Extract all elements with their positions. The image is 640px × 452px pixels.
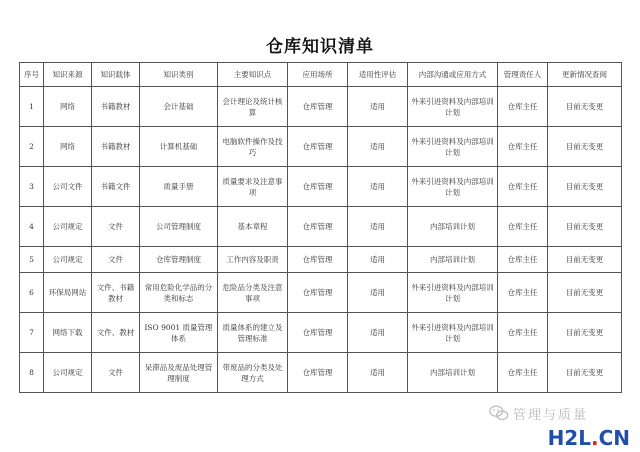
cell-method: 外来引进资料及内部培训计划 (408, 273, 498, 313)
cell-no: 5 (20, 247, 44, 273)
cell-source: 公司规定 (44, 207, 92, 247)
cell-update: 目前无变更 (548, 167, 622, 207)
cell-no: 8 (20, 353, 44, 393)
cell-fit: 适用 (348, 273, 408, 313)
cell-update: 目前无变更 (548, 273, 622, 313)
cell-update: 目前无变更 (548, 87, 622, 127)
cell-owner: 仓库主任 (498, 247, 548, 273)
cell-update: 目前无变更 (548, 127, 622, 167)
cell-category: 质量手册 (140, 167, 218, 207)
cell-no: 7 (20, 313, 44, 353)
cell-fit: 适用 (348, 167, 408, 207)
site-logo-dot: . (590, 426, 599, 450)
cell-owner: 仓库主任 (498, 313, 548, 353)
cell-owner: 仓库主任 (498, 87, 548, 127)
cell-points: 质量体系的建立及管理标准 (218, 313, 288, 353)
cell-points: 带废品的分类及处理方式 (218, 353, 288, 393)
cell-no: 6 (20, 273, 44, 313)
cell-no: 2 (20, 127, 44, 167)
cell-owner: 仓库主任 (498, 353, 548, 393)
cell-carrier: 文件 (92, 353, 140, 393)
cell-method: 外来引进资料及内部培训计划 (408, 167, 498, 207)
cell-fit: 适用 (348, 87, 408, 127)
cell-no: 1 (20, 87, 44, 127)
cell-place: 仓库管理 (288, 127, 348, 167)
cell-source: 公司文件 (44, 167, 92, 207)
table-row (20, 247, 622, 273)
cell-place: 仓库管理 (288, 273, 348, 313)
cell-carrier: 文件 (92, 207, 140, 247)
col-header-source: 知识来源 (44, 63, 92, 87)
table-row (20, 207, 622, 247)
cell-place: 仓库管理 (288, 247, 348, 273)
col-header-category: 知识类别 (140, 63, 218, 87)
table-row (20, 87, 622, 127)
table-header-row (20, 63, 622, 87)
cell-carrier: 文件、教材 (92, 313, 140, 353)
knowledge-table (19, 62, 622, 393)
cell-carrier: 书籍教材 (92, 87, 140, 127)
cell-source: 网络下载 (44, 313, 92, 353)
col-header-carrier: 知识载体 (92, 63, 140, 87)
cell-no: 4 (20, 207, 44, 247)
col-header-points: 主要知识点 (218, 63, 288, 87)
cell-category: ISO 9001 质量管理体系 (140, 313, 218, 353)
col-header-owner: 管理责任人 (498, 63, 548, 87)
table-row (20, 313, 622, 353)
cell-source: 环保局网站 (44, 273, 92, 313)
cell-method: 外来引进资料及内部培训计划 (408, 313, 498, 353)
cell-category: 计算机基础 (140, 127, 218, 167)
cell-fit: 适用 (348, 127, 408, 167)
cell-method: 外来引进资料及内部培训计划 (408, 87, 498, 127)
table-row (20, 127, 622, 167)
cell-source: 公司规定 (44, 353, 92, 393)
site-logo (548, 426, 630, 450)
watermark-account (488, 396, 588, 430)
cell-place: 仓库管理 (288, 167, 348, 207)
wechat-icon (488, 402, 510, 424)
table-row (20, 353, 622, 393)
cell-owner: 仓库主任 (498, 207, 548, 247)
site-logo-main: H2L (547, 426, 591, 450)
cell-category: 会计基础 (140, 87, 218, 127)
cell-owner: 仓库主任 (498, 167, 548, 207)
cell-source: 网络 (44, 87, 92, 127)
cell-points: 电脑软件操作及技巧 (218, 127, 288, 167)
page-title: 仓库知识清单 (266, 37, 374, 57)
cell-fit: 适用 (348, 207, 408, 247)
cell-source: 公司规定 (44, 247, 92, 273)
cell-place: 仓库管理 (288, 87, 348, 127)
cell-update: 目前无变更 (548, 207, 622, 247)
col-header-fit: 适用性评估 (348, 63, 408, 87)
cell-method: 外来引进资料及内部培训计划 (408, 127, 498, 167)
cell-category: 公司管理制度 (140, 207, 218, 247)
cell-category: 常用危险化学品的分类和标志 (140, 273, 218, 313)
col-header-method: 内部沟通或应用方式 (408, 63, 498, 87)
cell-method: 内部培训计划 (408, 207, 498, 247)
cell-carrier: 书籍教材 (92, 127, 140, 167)
cell-place: 仓库管理 (288, 353, 348, 393)
cell-place: 仓库管理 (288, 207, 348, 247)
cell-update: 目前无变更 (548, 353, 622, 393)
cell-method: 内部培训计划 (408, 353, 498, 393)
watermark-account-name: 管理与质量 (512, 407, 588, 423)
col-header-no: 序号 (20, 63, 44, 87)
cell-points: 质量要求及注意事项 (218, 167, 288, 207)
cell-place: 仓库管理 (288, 313, 348, 353)
cell-points: 会计理论及统计核算 (218, 87, 288, 127)
cell-category: 仓库管理制度 (140, 247, 218, 273)
cell-update: 目前无变更 (548, 313, 622, 353)
cell-fit: 适用 (348, 353, 408, 393)
cell-points: 工作内容及职责 (218, 247, 288, 273)
col-header-update: 更新情况查阅 (548, 63, 622, 87)
cell-carrier: 文件、书籍教材 (92, 273, 140, 313)
cell-points: 基本章程 (218, 207, 288, 247)
cell-owner: 仓库主任 (498, 273, 548, 313)
cell-carrier: 文件 (92, 247, 140, 273)
cell-owner: 仓库主任 (498, 127, 548, 167)
cell-method: 内部培训计划 (408, 247, 498, 273)
table-row (20, 273, 622, 313)
cell-update: 目前无变更 (548, 247, 622, 273)
col-header-place: 应用场所 (288, 63, 348, 87)
site-logo-tld: CN (598, 426, 630, 450)
cell-carrier: 书籍文件 (92, 167, 140, 207)
cell-fit: 适用 (348, 313, 408, 353)
cell-fit: 适用 (348, 247, 408, 273)
cell-category: 呆滞品及废品处理管理制度 (140, 353, 218, 393)
table-row (20, 167, 622, 207)
cell-no: 3 (20, 167, 44, 207)
cell-points: 危险品分类及注意事项 (218, 273, 288, 313)
cell-source: 网络 (44, 127, 92, 167)
